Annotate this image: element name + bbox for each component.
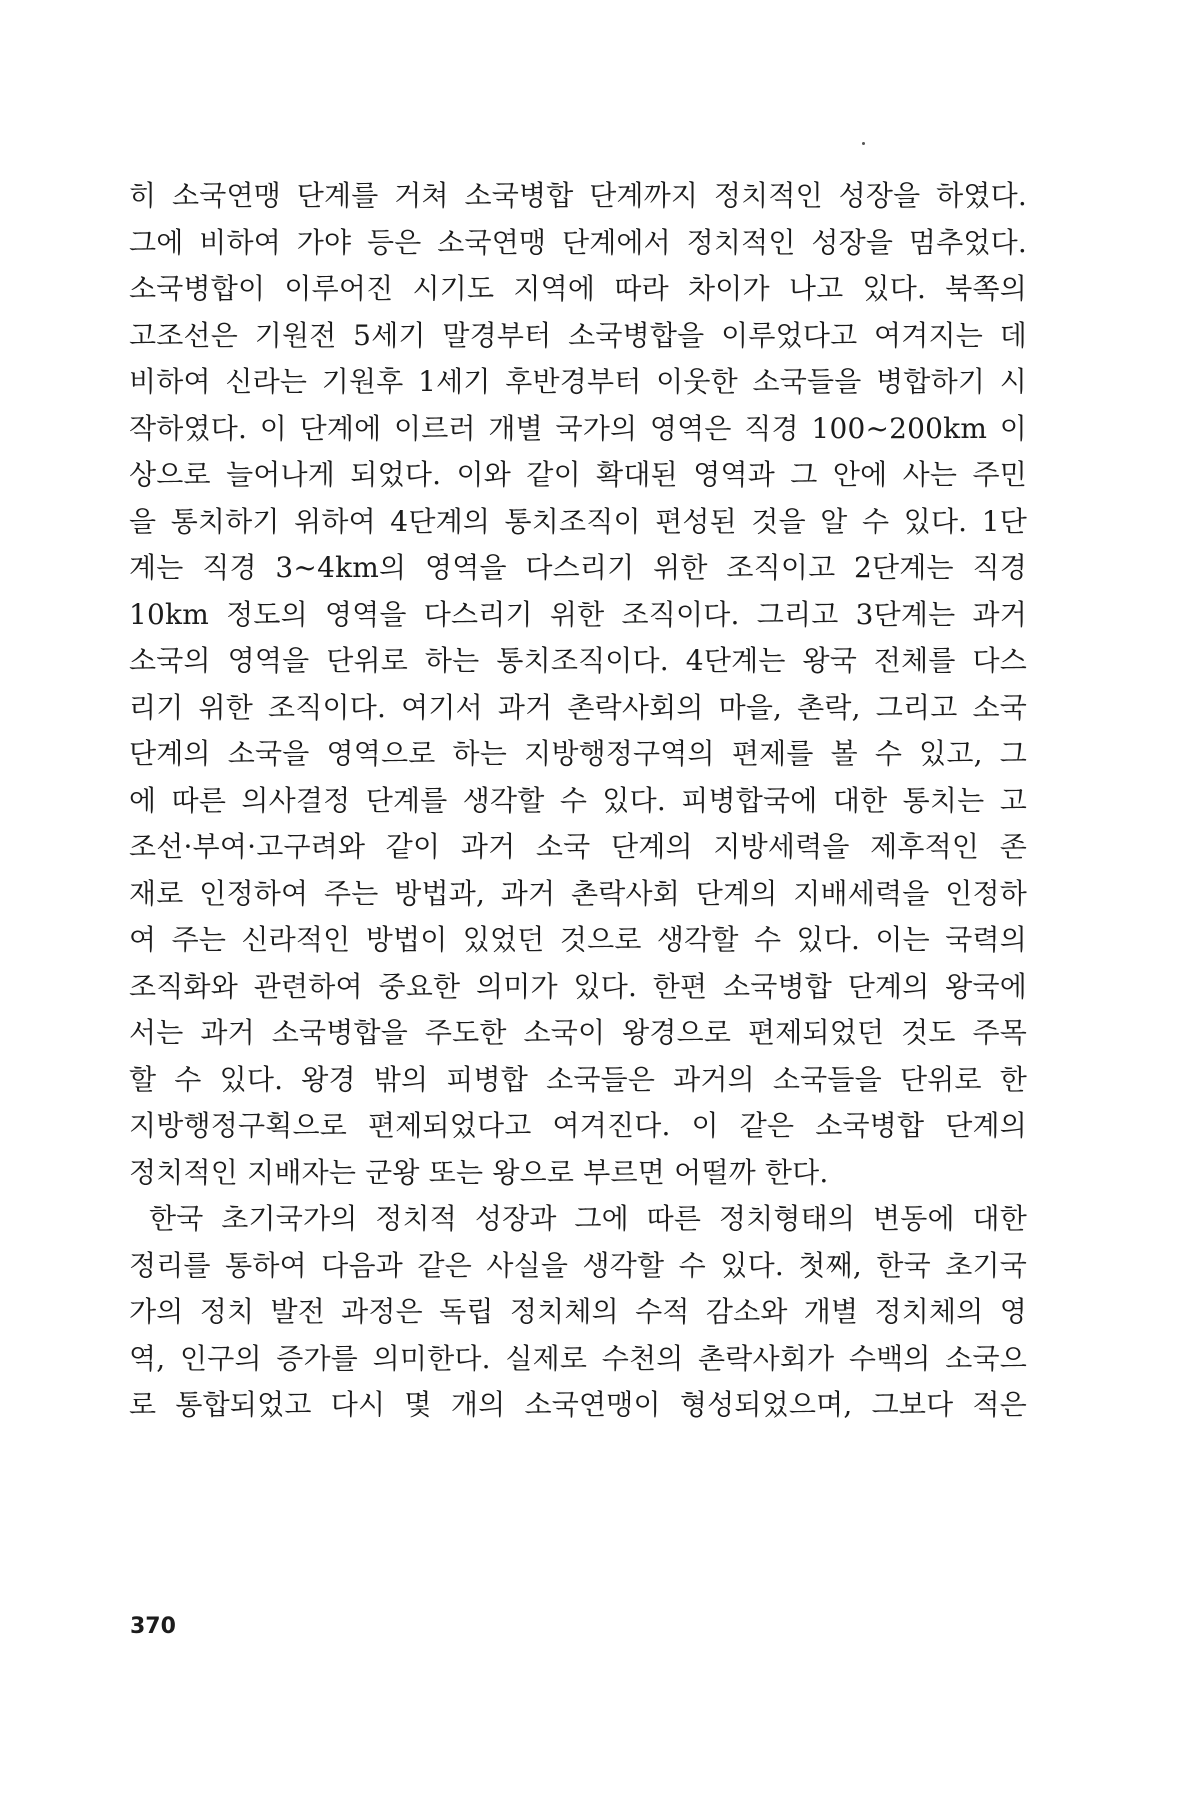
text-line: 을 통치하기 위하여 4단계의 통치조직이 편성된 것을 알 수 있다. 1단 (129, 504, 1027, 538)
text-line: 10km 정도의 영역을 다스리기 위한 조직이다. 그리고 3단계는 과거 (129, 597, 1027, 631)
text-line: 상으로 늘어나게 되었다. 이와 같이 확대된 영역과 그 안에 사는 주민 (129, 458, 1027, 491)
text-line: 가의 정치 발전 과정은 독립 정치체의 수적 감소와 개별 정치체의 영 (129, 1295, 1027, 1328)
text-line: 비하여 신라는 기원후 1세기 후반경부터 이웃한 소국들을 병합하기 시 (129, 365, 1027, 398)
text-line: 에 따른 의사결정 단계를 생각할 수 있다. 피병합국에 대한 통치는 고 (129, 783, 1027, 817)
text-line: 서는 과거 소국병합을 주도한 소국이 왕경으로 편제되었던 것도 주목 (129, 1016, 1027, 1049)
page-number: 370 (130, 1614, 176, 1639)
text-line: 계는 직경 3~4km의 영역을 다스리기 위한 조직이고 2단계는 직경 (129, 551, 1027, 584)
text-line: 역, 인구의 증가를 의미한다. 실제로 수천의 촌락사회가 수백의 소국으 (129, 1341, 1027, 1375)
text-line: 그에 비하여 가야 등은 소국연맹 단계에서 정치적인 성장을 멈추었다. (129, 225, 1027, 259)
text-line: 히 소국연맹 단계를 거쳐 소국병합 단계까지 정치적인 성장을 하였다. (129, 179, 1027, 212)
text-line: 정치적인 지배자는 군왕 또는 왕으로 부르면 어떨까 한다. (129, 1155, 829, 1189)
text-line: 로 통합되었고 다시 몇 개의 소국연맹이 형성되었으며, 그보다 적은 (129, 1388, 1027, 1421)
text-line: 여 주는 신라적인 방법이 있었던 것으로 생각할 수 있다. 이는 국력의 (129, 923, 1027, 956)
text-line: 지방행정구획으로 편제되었다고 여겨진다. 이 같은 소국병합 단계의 (129, 1109, 1027, 1142)
text-line: 한국 초기국가의 정치적 성장과 그에 따른 정치형태의 변동에 대한 (149, 1202, 1027, 1235)
text-line: 재로 인정하여 주는 방법과, 과거 촌락사회 단계의 지배세력을 인정하 (129, 876, 1027, 910)
text-line: 할 수 있다. 왕경 밖의 피병합 소국들은 과거의 소국들을 단위로 한 (129, 1062, 1027, 1096)
text-line: 단계의 소국을 영역으로 하는 지방행정구역의 편제를 볼 수 있고, 그 (129, 737, 1027, 770)
text-line: 조직화와 관련하여 중요한 의미가 있다. 한편 소국병합 단계의 왕국에 (129, 969, 1027, 1003)
text-line: 소국의 영역을 단위로 하는 통치조직이다. 4단계는 왕국 전체를 다스 (129, 644, 1027, 677)
text-line: 리기 위한 조직이다. 여기서 과거 촌락사회의 마을, 촌락, 그리고 소국 (129, 690, 1027, 724)
body-text (129, 173, 1027, 1429)
text-line: 작하였다. 이 단계에 이르러 개별 국가의 영역은 직경 100~200km 이 (129, 411, 1027, 445)
scan-speck (862, 142, 865, 145)
text-line: 소국병합이 이루어진 시기도 지역에 따라 차이가 나고 있다. 북쪽의 (129, 272, 1027, 305)
text-line: 고조선은 기원전 5세기 말경부터 소국병합을 이루었다고 여겨지는 데 (129, 318, 1027, 352)
text-line: 정리를 통하여 다음과 같은 사실을 생각할 수 있다. 첫째, 한국 초기국 (129, 1248, 1027, 1282)
text-line: 조선·부여·고구려와 같이 과거 소국 단계의 지방세력을 제후적인 존 (129, 830, 1027, 863)
